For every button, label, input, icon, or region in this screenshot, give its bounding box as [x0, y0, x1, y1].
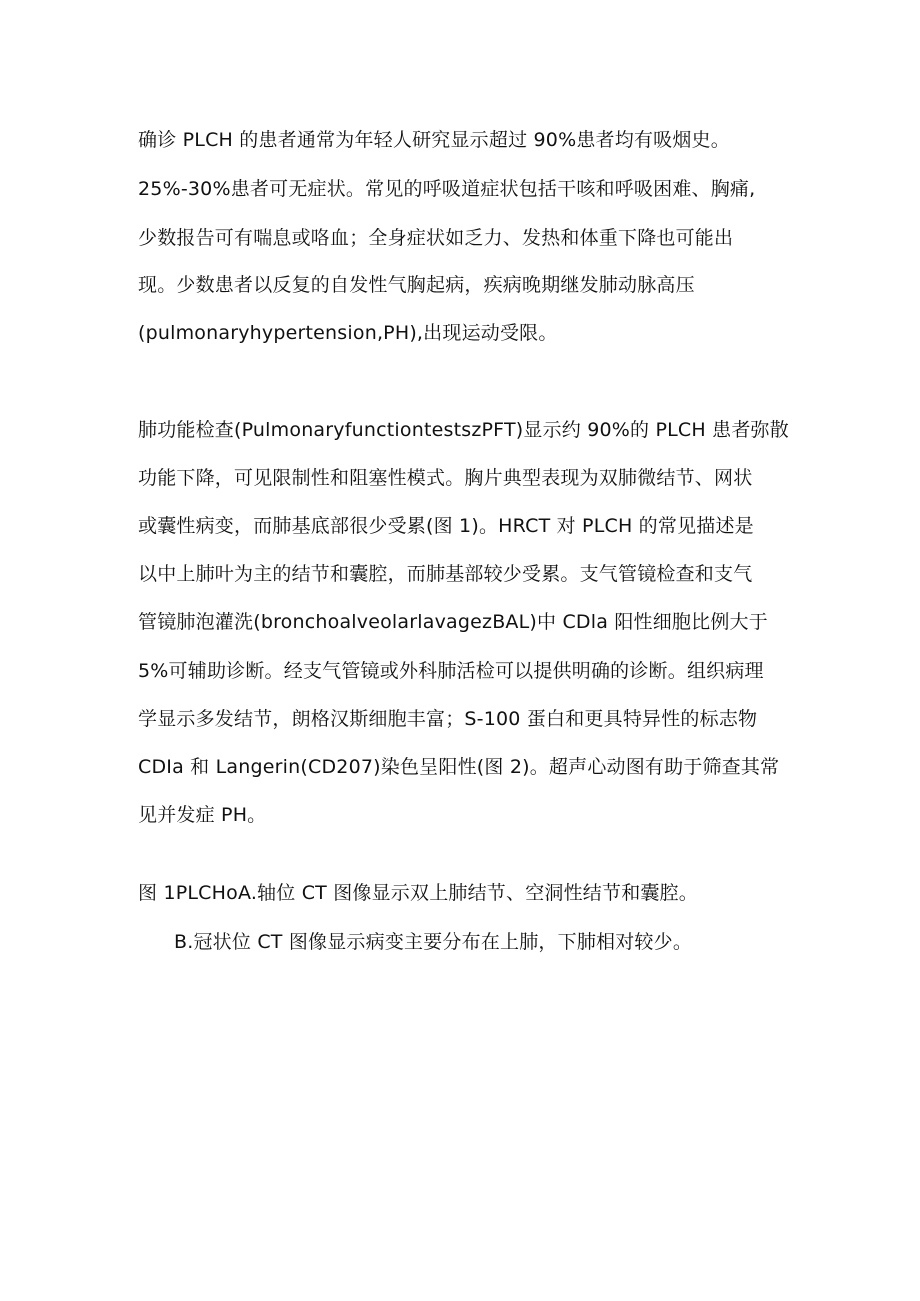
- text-line: 功能下降，可见限制性和阻塞性模式。胸片典型表现为双肺微结节、网状: [138, 467, 753, 489]
- caption-line: B.冠状位 CT 图像显示病变主要分布在上肺，下肺相对较少。: [174, 931, 693, 953]
- text-line: 现。少数患者以反复的自发性气胸起病，疾病晚期继发肺动脉高压: [138, 274, 695, 296]
- text-line: 学显示多发结节，朗格汉斯细胞丰富；S-100 蛋白和更具特异性的标志物: [138, 708, 758, 730]
- text-line: 少数报告可有喘息或咯血；全身症状如乏力、发热和体重下降也可能出: [138, 227, 734, 249]
- text-line: (pulmonaryhypertension,PH),出现运动受限。: [138, 322, 558, 344]
- text-line: 管镜肺泡灌洗(bronchoalveolarlavagezBAL)中 CDla 阳性细胞比例大于: [138, 611, 768, 633]
- text-line: 25%-30%患者可无症状。常见的呼吸道症状包括干咳和呼吸困难、胸痛,: [138, 178, 756, 200]
- text-line: 确诊 PLCH 的患者通常为年轻人研究显示超过 90%患者均有吸烟史。: [138, 129, 730, 151]
- text-line: 5%可辅助诊断。经支气管镜或外科肺活检可以提供明确的诊断。组织病理: [138, 660, 764, 682]
- text-line: 见并发症 PH。: [138, 804, 267, 826]
- text-line: 肺功能检查(PulmonaryfunctiontestszPFT)显示约 90%的 PLCH 患者弥散: [138, 419, 789, 441]
- caption-line: 图 1PLCHoA.轴位 CT 图像显示双上肺结节、空洞性结节和囊腔。: [138, 882, 699, 904]
- text-line: 或囊性病变，而肺基底部很少受累(图 1)。HRCT 对 PLCH 的常见描述是: [138, 515, 754, 537]
- text-line: 以中上肺叶为主的结节和囊腔，而肺基部较少受累。支气管镜检查和支气: [138, 563, 753, 585]
- text-line: CDIa 和 Langerin(CD207)染色呈阳性(图 2)。超声心动图有助于筛查其常: [138, 756, 780, 778]
